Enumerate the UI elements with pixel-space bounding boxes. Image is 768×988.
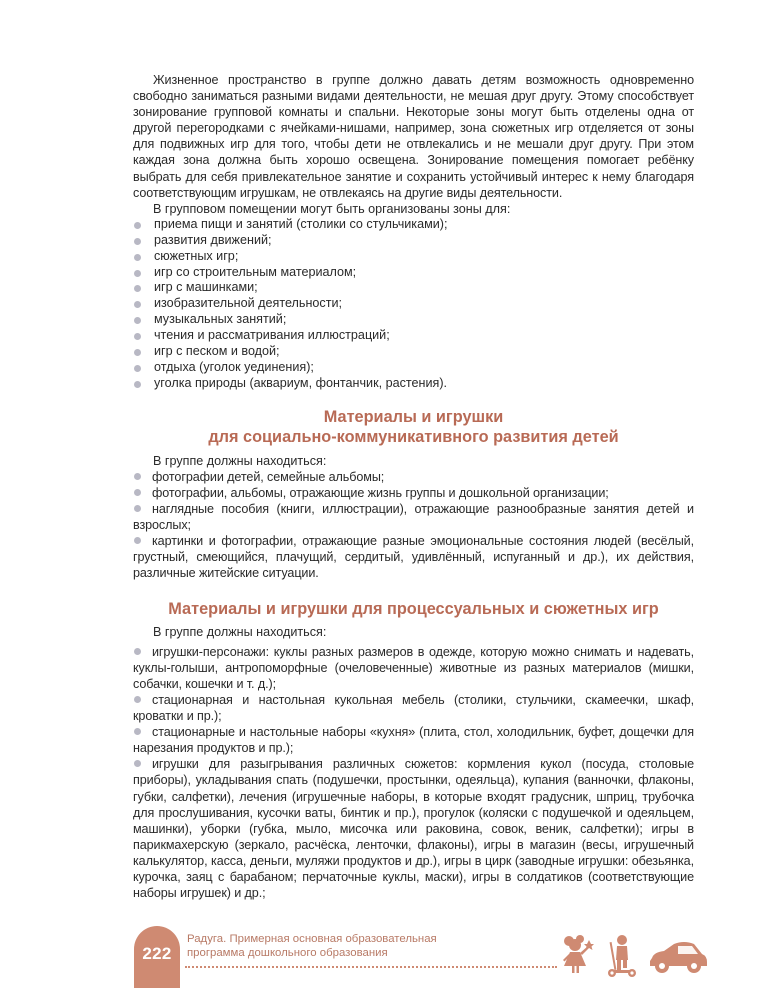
bullet-icon: [134, 285, 141, 292]
list-item: музыкальных занятий;: [133, 312, 694, 328]
list-item: отдыха (уголок уединения);: [133, 360, 694, 376]
list-item: картинки и фотографии, отражающие разные эмоциональные состояния людей (весёлый, грустный, смеющийся, плачущий, сердитый, удивлённый, испуганный и др.), их действия, различные житейские ситуации.: [133, 534, 694, 581]
list-item: приема пищи и занятий (столики со стульчиками);: [133, 217, 694, 233]
heading-line-1: Материалы и игрушки: [323, 407, 504, 426]
bullet-icon: [134, 473, 141, 480]
footer-title-line-2: программа дошкольного образования: [187, 947, 388, 959]
list-item: наглядные пособия (книги, иллюстрации), отражающие разнообразные занятия детей и взрослых;: [133, 502, 694, 533]
bullet-icon: [134, 728, 141, 735]
bullet-icon: [134, 489, 141, 496]
heading-line-2: для социально-коммуникативного развития детей: [208, 427, 619, 446]
bullet-icon: [134, 317, 141, 324]
bullet-icon: [134, 222, 141, 229]
list-item: чтения и рассматривания иллюстраций;: [133, 328, 694, 344]
bullet-icon: [134, 270, 141, 277]
list-item: фотографии детей, семейные альбомы;: [133, 469, 694, 485]
plot-intro: В группе должны находиться:: [153, 624, 327, 639]
list-item: стационарная и настольная кукольная мебель (столики, стульчики, скамеечки, шкаф, кроватки и пр.);: [133, 692, 694, 724]
footer-book-title: [187, 932, 437, 960]
page-number: 222: [142, 944, 172, 963]
list-item: развития движений;: [133, 233, 694, 249]
zones-list: [133, 217, 694, 392]
list-item: игр со строительным материалом;: [133, 265, 694, 281]
list-item: игрушки-персонажи: куклы разных размеров в одежде, которую можно снимать и надевать, куклы-голыши, антропоморфные (очеловеченные) животные из разных материалов (мишки, собачки, кошечки и т. д.);: [133, 644, 694, 691]
plot-materials-list: [133, 644, 694, 902]
child-on-scooter-icon: [606, 934, 638, 978]
list-item: фотографии, альбомы, отражающие жизнь группы и дошкольной организации;: [133, 485, 694, 501]
social-materials-list: [133, 469, 694, 582]
social-intro: В группе должны находиться:: [153, 453, 327, 468]
bullet-icon: [134, 537, 141, 544]
page-content: [133, 72, 694, 901]
list-item: уголка природы (аквариум, фонтанчик, растения).: [133, 376, 694, 392]
list-item: изобразительной деятельности;: [133, 296, 694, 312]
intro-paragraph: Жизненное пространство в группе должно давать детям возможность одновременно свободно заниматься разными видами деятельности, не мешая друг другу. Этому способствует зонирование групповой комнаты и спальни. Некоторые зоны могут быть отделены одна от другой перегородками с ячейками-нишами, например, зона сюжетных игр отделяется от зоны для подвижных игр для того, чтобы дети не отвлекались и не мешали друг другу. При этом каждая зона должна быть хорошо освещена. Зонирование помещения помогает ребёнку выбрать для себя привлекательное занятие и сохранить устойчивый интерес к нему благодаря соответствующим игрушкам, не отвлекаясь на другие виды деятельности.: [133, 73, 694, 200]
bullet-icon: [134, 301, 141, 308]
section-heading-plot-games: Материалы и игрушки для процессуальных и сюжетных игр: [168, 599, 659, 618]
list-item: игрушки для разыгрывания различных сюжетов: кормления кукол (посуда, столовые приборы), укладывания спать (подушечки, простынки, одеяльца), купания (ванночки, флаконы, губки, салфетки), лечения (игрушечные наборы, в которые входят градусник, шприц, трубочка для прослушивания, кусочки ваты, бинтик и пр.), прогулок (коляски с подушечкой и одеяльцем, машинки), уборки (губка, мыло, мисочка или раковина, совок, веник, салфетки); игры в парикмахерскую (зеркало, расчёска, ленточки, флаконы), игры в магазин (весы, игрушечный калькулятор, касса, деньги, муляжи продуктов и др.), игры в цирк (заводные игрушки: обезьянка, курочка, заяц с барабаном; перчаточные куклы, маски), игры в солдатиков (соответствующие наборы игрушек) и др.;: [133, 757, 694, 901]
bullet-icon: [134, 238, 141, 245]
bullet-icon: [134, 365, 141, 372]
zones-intro: В групповом помещении могут быть организованы зоны для:: [153, 201, 511, 216]
list-item: игр с машинками;: [133, 280, 694, 296]
bullet-icon: [134, 760, 141, 767]
bullet-icon: [134, 505, 141, 512]
bullet-icon: [134, 648, 141, 655]
bullet-icon: [134, 381, 141, 388]
list-item: игр с песком и водой;: [133, 344, 694, 360]
bullet-icon: [134, 696, 141, 703]
girl-silhouette-icon: [560, 934, 594, 976]
bullet-icon: [134, 349, 141, 356]
footer-decoration: [556, 934, 716, 978]
list-item: стационарные и настольные наборы «кухня» (плита, стол, холодильник, буфет, дощечки для нарезания продуктов и пр.);: [133, 725, 694, 756]
toy-car-icon: [648, 940, 708, 974]
section-heading-social: [133, 407, 694, 447]
bullet-icon: [134, 254, 141, 261]
bullet-icon: [134, 333, 141, 340]
list-item: сюжетных игр;: [133, 249, 694, 265]
footer-dotted-rule: [185, 966, 557, 968]
footer-title-line-1: Радуга. Примерная основная образовательная: [187, 933, 437, 945]
